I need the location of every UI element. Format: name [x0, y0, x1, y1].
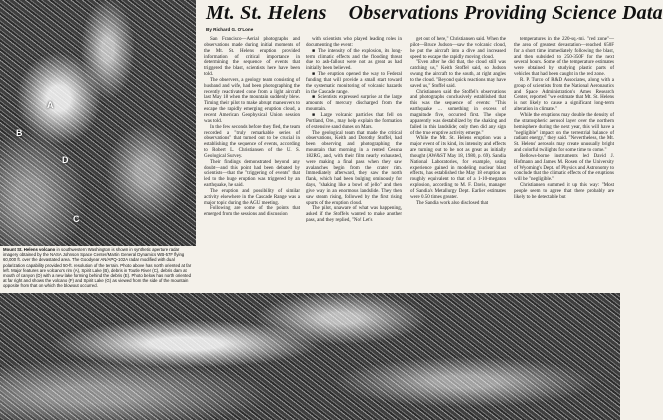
paragraph: get out of here," Christiansen said. When the pilot—Bruce Judson—saw the volcanic cloud, he put the aircraft into a dive and increased speed to escape the rapidly moving cloud.	[410, 37, 506, 60]
paragraph: The Sandia work also disclosed that	[416, 200, 489, 206]
marker-b: B	[16, 128, 23, 138]
paragraph: While the Mt. St. Helens eruption was a major event of its kind, its intensity and effects are turning out to be not as great as initially thought (AW&ST May 18, 1980, p. 69). Sandia National Laboratories, for example, using experience gained in modeling nuclear blast effects, has established the May 18 eruption as roughly equivalent to that of a 1-10-megaton explosion, according to M. F. Davis, manager of Sandia's Metallurgy Dept. Earlier estimates were 0.50 times greater.	[410, 136, 506, 200]
paragraph: The pilot, unaware of what was happening, asked if the Stoffels wanted to make another pass, and they replied, "No! Let's	[306, 206, 402, 224]
byline: By Richard G. O'Lone	[206, 27, 254, 32]
article-title	[206, 2, 663, 25]
marker-d: D	[62, 155, 69, 165]
text-column-4	[514, 37, 614, 291]
text-column-2	[306, 37, 402, 291]
paragraph: temperatures in the 220-sq.-mi. "red zone"—the area of greatest devastation—reached 650F for a short time immediately following the blast, and then subsided to 250-350F for the next several hours. Some of the temperature estimates were obtained by studying plastic parts of vehicles that had been caught in the red zone.	[514, 37, 614, 78]
paragraph: Bellows-borne instruments led David J. Hofmann and James M. Rosen of the University of Wyoming's Dept. of Physics and Astronomy to conclude that the climatic effects of the eruptions will be "negligible."	[514, 153, 614, 183]
text-column-3	[410, 37, 506, 291]
paragraph: Following are some of the points that emerged from the sessions and discussion	[204, 206, 300, 218]
paragraph: The observers, a geology team consisting of husband and wife, had been photographing the recently reactivated cone from a light aircraft last May 18 when the mountain suddenly blew. Timing their pilot to make abrupt maneuvers to escape the rapidly emerging eruption cloud, a recent American Geophysical Union session was told.	[204, 77, 300, 124]
marker-c: C	[73, 214, 80, 224]
caption-text: in southwestern Washington is shown in synthetic aperture radar imagery obtained by the NASA Johnson Space Center/Martin General Dynamics WB-57F flying 60,000 ft. over the devastated area. The Goodyear AN/APQ-102A radar modified with dual polarization capability provided 50-ft. resolution of the terrain. Photo above has north oriented at far left. Major features are volcano's rim (A), Spirit Lake (B), debris in Toutle River (C), debris dam at mouth of canyon (D) with a new lake forming behind the debris (E). Photo below has north oriented at far right and shows the volcano (F) and Spirit Lake (G) as viewed from the side of the mountain opposite from that on which the blowout occurred.	[3, 247, 192, 289]
paragraph: Christiansen summed it up this way: "Most people seem to agree that there probably are likely to be detectable but	[514, 183, 614, 200]
paragraph: The eruption and possibility of similar activity elsewhere in the Cascade Range was a major topic during the AGU meeting.	[204, 188, 300, 206]
paragraph: ■ Scientists expressed surprise at the large amounts of mercury discharged from the mountain.	[306, 95, 402, 113]
paragraph: The geological team that made the critical observations, Keith and Dorothy Stoffel, had been observing and photographing the mountain that morning in a rented Cessna 182RG, and, with their film nearly exhausted, were making a final pass when they saw avalanches begin from the crater rim. Immediately afterward, they saw the north flank, which had been bulging ominously for days, "shaking like a bowl of jello" and then give way in an enormous landslide. They then saw steam rising, followed by the first rising spurts of the eruption cloud.	[306, 130, 402, 206]
title-right: Observations Providing Science Data	[348, 2, 663, 24]
paragraph: ■ Large volcanic particles that fell on Portland, Ore., may help explain the formation of extensive sand dunes on Mars.	[306, 112, 402, 130]
paragraph: Their findings demonstrated beyond any doubt—and this point had been debated by scientists—that the "triggering of events" that led to the huge eruption was triggered by an earthquake, he said.	[204, 159, 300, 189]
marker-a: A	[47, 100, 54, 110]
paragraph: Christiansen said the Stoffel's observations and photographs conclusively established that this was the sequence of events: "This earthquake … something in excess of magnitude five, occurred first. The slope apparently was destabilized by the shaking and failed in this landslide; only then did any sign of the true eruptive activity emerge."	[410, 89, 506, 136]
paragraph: ■ The eruption opened the way to Federal funding that will provide a small start toward the systematic monitoring of volcanic hazards in the Cascade range.	[306, 72, 402, 95]
radar-image-bottom	[0, 293, 620, 420]
paragraph: While the eruptions may double the density of the stratospheric aerosol layer over the northern hemisphere during the next year, this will have a "negligible" impact on the terrestrial balance of radiant energy," they said. "Nevertheless, the Mt. St. Helens' aerosols may create unusually bright and colorful twilights for some time to come."	[514, 112, 614, 154]
paragraph: "Even after he did that, the cloud still was catching us," Keith Stoffel said, so Judson swung the aircraft to the south, at right angles to the cloud. "Beyond quick reactions may have saved us," Stoffel said.	[410, 60, 506, 89]
radar-image-top	[0, 0, 196, 246]
paragraph: with scientists who played leading roles in documenting the event:	[306, 37, 402, 48]
figure-caption	[3, 246, 195, 293]
paragraph: San Francisco—Aerial photographs and observations made during initial moments of the Mt. St. Helens eruption provided information of critical importance in determining the sequence of events that triggered the blast, scientists here have been told.	[204, 37, 300, 78]
paragraph: ■ The intensity of the explosion, its long-term climatic effects and the flooding threat due to ash-fallout were not as great as had initially been believed.	[306, 48, 402, 72]
title-left: Mt. St. Helens	[206, 2, 327, 24]
paragraph: In the few seconds before they fled, the team recorded a "truly remarkable series of observations" that turned out to be crucial in establishing the sequence of events, according to Robert L. Christiansen of the U. S. Geological Survey.	[204, 124, 300, 159]
caption-label: Mount St. Helens volcano	[3, 247, 56, 252]
paragraph: R. P. Turco of R&D Associates, along with a group of scientists from the National Aeronautics and Space Administration's Ames Research Center, reported "we estimate that Mt. St. Helens is not likely to cause a significant long-term alteration in climate."	[514, 77, 614, 113]
text-column-1	[204, 37, 300, 291]
